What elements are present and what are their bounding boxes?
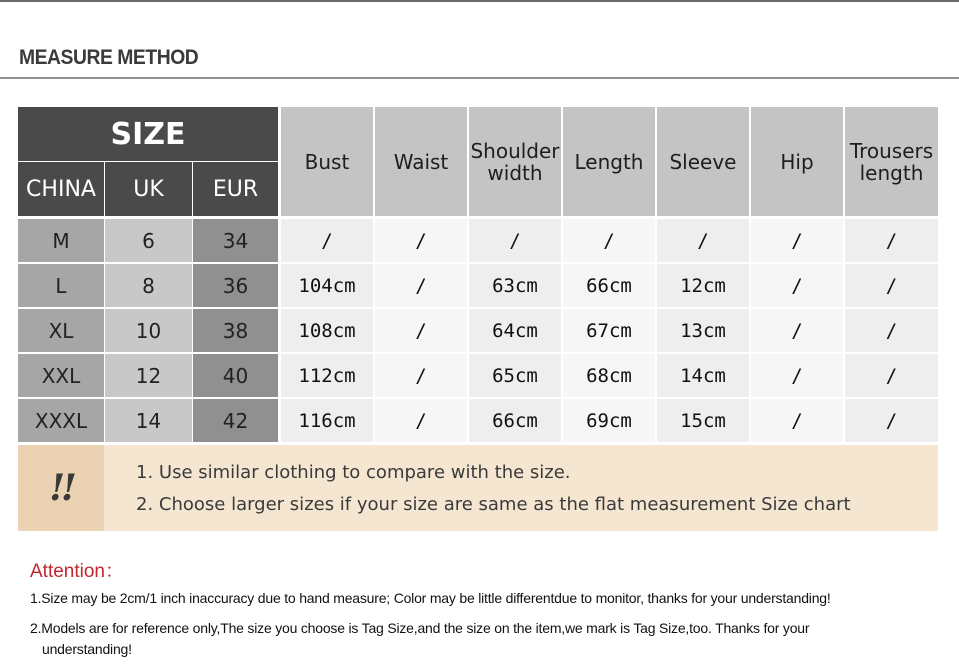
measurement-cell: 68cm — [563, 354, 655, 397]
heading-rule — [0, 77, 959, 79]
attention-line-1: 1.Size may be 2cm/1 inch inaccuracy due to hand measure; Color may be little differentdue to monitor, thanks for your understanding! — [30, 590, 831, 606]
measurement-cell: / — [751, 354, 843, 397]
measurement-cell: / — [375, 399, 467, 442]
measurement-cell: 64cm — [469, 309, 561, 352]
column-header-trousers-length: Trousers length — [845, 107, 938, 216]
measurement-cell: / — [845, 309, 938, 352]
size-title: SIZE — [18, 107, 278, 161]
measurement-cell: / — [469, 219, 561, 262]
measurement-cell: 112cm — [281, 354, 373, 397]
note-line-1: 1. Use similar clothing to compare with the size. — [136, 462, 571, 483]
cell-uk: 10 — [105, 309, 192, 352]
column-header-shoulder-width: Shoulder width — [469, 107, 561, 216]
measurement-cell: / — [845, 219, 938, 262]
measurement-cell: / — [845, 264, 938, 307]
measurement-cell: 12cm — [657, 264, 749, 307]
cell-china: M — [18, 219, 104, 262]
column-header-waist: Waist — [375, 107, 467, 216]
measurement-cell: 66cm — [563, 264, 655, 307]
cell-eur: 38 — [193, 309, 278, 352]
notes-box — [18, 445, 938, 531]
cell-eur: 36 — [193, 264, 278, 307]
size-chart-table — [18, 107, 938, 442]
measurement-cell: / — [751, 399, 843, 442]
cell-uk: 8 — [105, 264, 192, 307]
measurement-cell: 69cm — [563, 399, 655, 442]
double-exclamation-icon: !! — [18, 445, 104, 531]
measurement-cell: / — [845, 354, 938, 397]
measurement-cell: 65cm — [469, 354, 561, 397]
column-header-sleeve: Sleeve — [657, 107, 749, 216]
measurement-cell: / — [657, 219, 749, 262]
measurement-cell: / — [751, 264, 843, 307]
measurement-cell: / — [751, 219, 843, 262]
cell-eur: 40 — [193, 354, 278, 397]
measurement-cell: / — [751, 309, 843, 352]
attention-title: Attention： — [30, 561, 124, 582]
cell-china: XL — [18, 309, 104, 352]
column-header-uk: UK — [105, 162, 192, 216]
column-header-length: Length — [563, 107, 655, 216]
measurement-cell: 67cm — [563, 309, 655, 352]
cell-eur: 34 — [193, 219, 278, 262]
column-header-china: CHINA — [18, 162, 104, 216]
measurement-cell: 63cm — [469, 264, 561, 307]
column-header-eur: EUR — [193, 162, 278, 216]
measurement-cell: 66cm — [469, 399, 561, 442]
measurement-cell: / — [375, 354, 467, 397]
page-heading: MEASURE METHOD — [19, 46, 199, 69]
measurement-cell: 13cm — [657, 309, 749, 352]
measurement-cell: / — [375, 264, 467, 307]
measurement-cell: 14cm — [657, 354, 749, 397]
measurement-cell: / — [281, 219, 373, 262]
cell-uk: 6 — [105, 219, 192, 262]
top-rule — [0, 0, 959, 2]
measurement-cell: 116cm — [281, 399, 373, 442]
measurement-cell: / — [375, 309, 467, 352]
column-header-hip: Hip — [751, 107, 843, 216]
cell-china: L — [18, 264, 104, 307]
measurement-cell: / — [375, 219, 467, 262]
column-header-bust: Bust — [281, 107, 373, 216]
cell-eur: 42 — [193, 399, 278, 442]
attention-line-2: 2.Models are for reference only,The size you choose is Tag Size,and the size on the item,we mark is Tag Size,too. Thanks for your — [30, 620, 810, 636]
cell-china: XXL — [18, 354, 104, 397]
measurement-cell: 15cm — [657, 399, 749, 442]
cell-china: XXXL — [18, 399, 104, 442]
cell-uk: 14 — [105, 399, 192, 442]
measurement-cell: / — [845, 399, 938, 442]
measurement-cell: 108cm — [281, 309, 373, 352]
measurement-cell: 104cm — [281, 264, 373, 307]
note-line-2: 2. Choose larger sizes if your size are same as the flat measurement Size chart — [136, 494, 851, 515]
cell-uk: 12 — [105, 354, 192, 397]
attention-line-2-continued: understanding! — [42, 641, 132, 657]
measurement-cell: / — [563, 219, 655, 262]
